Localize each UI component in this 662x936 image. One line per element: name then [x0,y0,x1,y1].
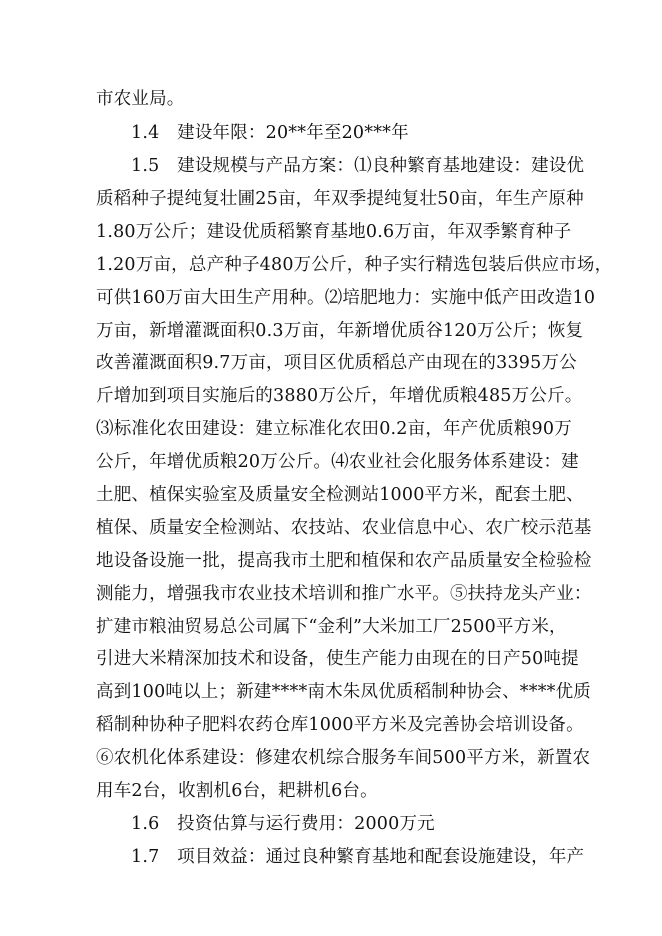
section-heading-1-6: 1.6 投资估算与运行费用：2000万元 [131,814,435,834]
text-line: 可供160万亩大田生产用种。⑵培肥地力：实施中低产田改造10 [96,288,596,308]
text-line: 引进大米精深加技术和设备，使生产能力由现在的日产50吨提 [96,649,579,669]
text-line: 用车2台，收割机6台，耙耕机6台。 [96,781,378,801]
text-line: 1.80万公斤；建设优质稻繁育基地0.6万亩，年双季繁育种子 [96,222,572,242]
text-line: 地设备设施一批，提高我市土肥和植保和农产品质量安全检验检 [96,551,592,571]
text-line: 万亩，新增灌溉面积0.3万亩，年新增优质谷120万公斤；恢复 [96,321,584,341]
text-line: 改善灌溉面积9.7万亩，项目区优质稻总产由现在的3395万公 [96,353,577,373]
text-line: 土肥、植保实验室及质量安全检测站1000平方米，配套土肥、 [96,485,584,505]
text-line: 扩建市粮油贸易总公司属下“金利”大米加工厂2500平方米， [96,617,567,637]
text-line: 斤增加到项目实施后的3880万公斤，年增优质粮485万公斤。 [96,386,583,406]
text-line: 测能力，增强我市农业技术培训和推广水平。⑤扶持龙头产业： [96,584,592,604]
text-line: 1.20万亩，总产种子480万公斤，种子实行精选包装后供应市场， [96,255,613,275]
text-line: 植保、质量安全检测站、农技站、农业信息中心、农广校示范基 [96,518,592,538]
text-line: ⑥农机化体系建设：修建农机综合服务车间500平方米，新置农 [96,748,591,768]
text-line: 质稻种子提纯复壮圃25亩，年双季提纯复壮50亩，年生产原种 [96,189,584,209]
text-line: 高到100吨以上；新建****南木朱凤优质稻制种协会、****优质 [96,682,592,702]
section-heading-1-4: 1.4 建设年限：20**年至20***年 [131,123,409,143]
text-line: 公斤，年增优质粮20万公斤。⑷农业社会化服务体系建设：建 [96,452,579,472]
text-line: 市农业局。 [96,89,185,109]
text-line: 稻制种协种子肥料农药仓库1000平方米及完善协会培训设备。 [96,715,584,735]
section-heading-1-7: 1.7 项目效益：通过良种繁育基地和配套设施建设，年产 [131,847,585,867]
text-line: ⑶标准化农田建设：建立标准化农田0.2亩，年产优质粮90万 [96,419,572,439]
section-heading-1-5: 1.5 建设规模与产品方案：⑴良种繁育基地建设：建设优 [131,156,585,176]
